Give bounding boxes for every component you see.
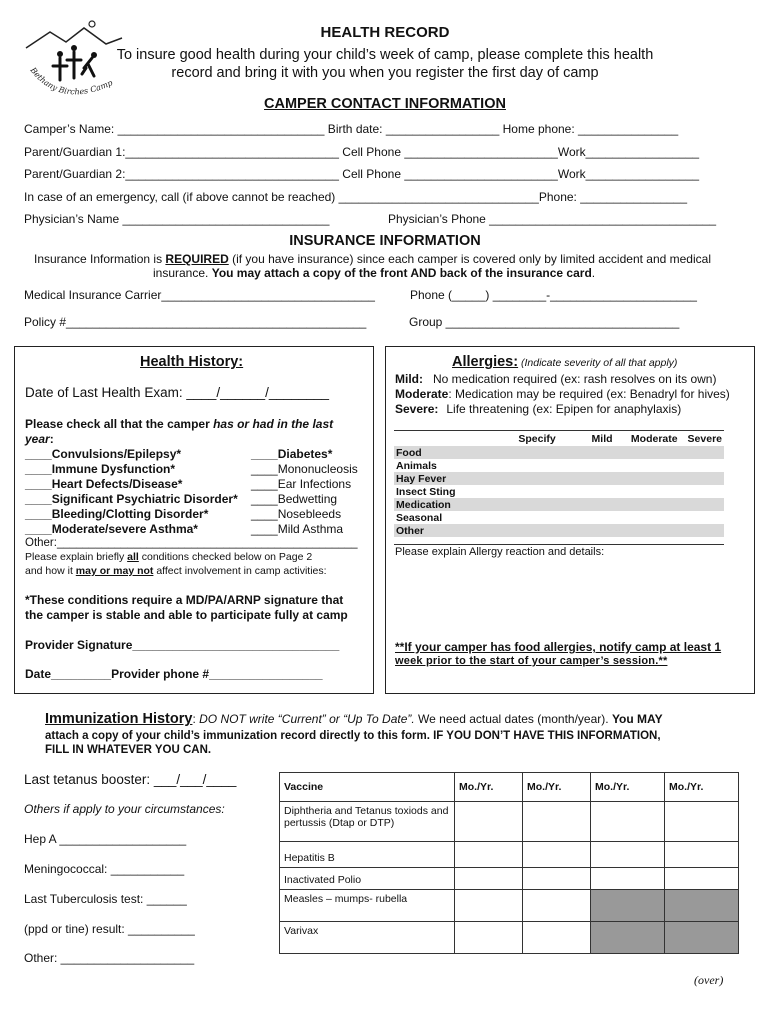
insurance-required-line: Insurance Information is REQUIRED (if you have insurance) since each camper is covered only by limited accident and medical xyxy=(34,252,711,266)
condition-item[interactable]: ____Bleeding/Clotting Disorder* xyxy=(25,507,209,521)
health-history-heading: Health History: xyxy=(140,354,244,370)
allergy-table-bottom-rule xyxy=(394,544,724,545)
condition-item[interactable]: ____Moderate/severe Asthma* xyxy=(25,522,198,536)
other-condition-field[interactable]: Other:_______________________________________________ xyxy=(25,537,358,549)
table-row[interactable]: Insect Sting xyxy=(396,485,456,498)
provider-signature-field[interactable]: Provider Signature_______________________________ xyxy=(25,638,340,652)
logo-arc-text: Bethany Birches Camp xyxy=(28,65,114,97)
insurance-attach-line: insurance. You may attach a copy of the front AND back of the insurance card. xyxy=(153,266,596,280)
other-immunization-field[interactable]: Other: ____________________ xyxy=(24,951,195,965)
intro-line-1: To insure good health during your child’s week of camp, please complete this health xyxy=(116,47,654,63)
date-column-header: Mo./Yr. xyxy=(591,773,665,802)
explain-line-1: Please explain briefly all conditions checked below on Page 2 xyxy=(25,551,313,563)
table-row[interactable]: Medication xyxy=(394,498,724,511)
intro-line-2: record and bring it with you when you register the first day of camp xyxy=(171,65,599,81)
physician-phone-field[interactable]: Physician’s Phone __________________________________ xyxy=(388,212,717,226)
insurance-heading: INSURANCE INFORMATION xyxy=(289,233,481,249)
meningococcal-field[interactable]: Meningococcal: ___________ xyxy=(24,862,185,876)
emergency-row[interactable]: In case of an emergency, call (if above cannot be reached) ______________________________Phone: ________________ xyxy=(24,190,687,204)
condition-list-left[interactable] xyxy=(25,447,238,537)
policy-field[interactable]: Policy #_____________________________________________ xyxy=(24,315,367,329)
allergy-explain-label: Please explain Allergy reaction and details: xyxy=(395,546,605,558)
physician-name-field[interactable]: Physician’s Name _______________________________ xyxy=(24,212,330,226)
column-header: Moderate xyxy=(630,433,678,445)
check-instructions-2: year: xyxy=(25,432,54,446)
table-row[interactable] xyxy=(280,922,739,954)
vaccine-name: Diphtheria and Tetanus toxiods and pertussis (Dtap or DTP) xyxy=(280,802,455,842)
table-row[interactable]: Animals xyxy=(396,459,437,472)
camper-name-row[interactable]: Camper’s Name: _______________________________ Birth date: _________________ Home phone: _______________ xyxy=(24,122,679,136)
date-column-header: Mo./Yr. xyxy=(665,773,739,802)
page-title: HEALTH RECORD xyxy=(320,24,450,41)
condition-item[interactable]: ____Bedwetting xyxy=(251,492,338,506)
allergies-heading: Allergies: (Indicate severity of all that apply) xyxy=(452,354,678,370)
explain-line-2: and how it may or may not affect involvement in camp activities: xyxy=(25,565,327,577)
vaccine-name: Inactivated Polio xyxy=(280,868,455,890)
food-allergy-note-1: **If your camper has food allergies, notify camp at least 1 xyxy=(395,640,722,654)
date-column-header: Mo./Yr. xyxy=(455,773,523,802)
immunization-attach-line: attach a copy of your child’s immunization record directly to this form. IF YOU DON’T HAVE THIS INFORMATION, xyxy=(45,730,661,742)
parent2-row[interactable]: Parent/Guardian 2:________________________________ Cell Phone _______________________Work_________________ xyxy=(24,167,700,181)
allergy-severe-def: Severe: Life threatening (ex: Epipen for anaphylaxis) xyxy=(395,402,682,416)
table-row[interactable] xyxy=(280,868,739,890)
allergy-table xyxy=(394,432,724,537)
condition-item[interactable]: ____Diabetes* xyxy=(251,447,333,461)
column-header: Specify xyxy=(518,433,556,445)
table-row[interactable]: Hay Fever xyxy=(394,472,724,485)
food-allergy-note-2: week prior to the start of your camper’s session.** xyxy=(395,655,668,667)
insurance-carrier-field[interactable]: Medical Insurance Carrier________________________________ xyxy=(24,288,375,302)
md-requirement-line-2: the camper is stable and able to participate fully at camp xyxy=(25,608,348,622)
contact-heading: CAMPER CONTACT INFORMATION xyxy=(264,96,506,112)
condition-item[interactable]: ____Ear Infections xyxy=(251,477,352,491)
others-label: Others if apply to your circumstances: xyxy=(24,802,225,816)
md-requirement-line-1: *These conditions require a MD/PA/ARNP signature that xyxy=(25,593,344,607)
date-column-header: Mo./Yr. xyxy=(523,773,591,802)
table-row[interactable] xyxy=(280,842,739,868)
allergy-table-top-rule xyxy=(394,430,724,431)
tuberculosis-field[interactable]: Last Tuberculosis test: ______ xyxy=(24,892,187,906)
provider-date-phone-field[interactable]: Date_________Provider phone #_________________ xyxy=(25,667,323,681)
hep-a-field[interactable]: Hep A ___________________ xyxy=(24,832,187,846)
condition-item[interactable]: ____Heart Defects/Disease* xyxy=(25,477,183,491)
vaccine-column-header: Vaccine xyxy=(280,773,455,802)
vaccine-table xyxy=(279,772,739,954)
table-row[interactable]: Other xyxy=(394,524,724,537)
ppd-result-field[interactable]: (ppd or tine) result: __________ xyxy=(24,922,195,936)
column-header: Severe xyxy=(687,433,722,445)
condition-item[interactable]: ____Nosebleeds xyxy=(251,507,342,521)
table-row[interactable]: Seasonal xyxy=(396,511,443,524)
insurance-phone-field[interactable]: Phone (_____) ________-______________________ xyxy=(410,288,697,302)
condition-item[interactable]: ____Significant Psychiatric Disorder* xyxy=(25,492,238,506)
condition-item[interactable]: ____Mild Asthma xyxy=(251,522,344,536)
immunization-heading-line: Immunization History: DO NOT write “Current” or “Up To Date”. We need actual dates (month/year). You MAY xyxy=(45,711,663,727)
column-header: Mild xyxy=(591,433,613,445)
table-row[interactable] xyxy=(280,890,739,922)
table-row[interactable] xyxy=(280,802,739,842)
vaccine-name: Hepatitis B xyxy=(280,842,455,868)
vaccine-name: Varivax xyxy=(280,922,455,954)
tetanus-field[interactable]: Last tetanus booster: ___/___/____ xyxy=(24,772,237,787)
table-row[interactable]: Food xyxy=(394,446,724,459)
parent1-row[interactable]: Parent/Guardian 1:________________________________ Cell Phone _______________________Work_________________ xyxy=(24,145,700,159)
condition-item[interactable]: ____Mononucleosis xyxy=(251,462,358,476)
vaccine-name: Measles – mumps- rubella xyxy=(280,890,455,922)
condition-item[interactable]: ____Convulsions/Epilepsy* xyxy=(25,447,182,461)
immunization-fill-line: FILL IN WHATEVER YOU CAN. xyxy=(45,744,212,756)
allergy-mild-def: Mild: No medication required (ex: rash resolves on its own) xyxy=(395,372,717,386)
over-note: (over) xyxy=(694,973,724,987)
condition-list-right[interactable] xyxy=(251,447,358,537)
last-exam-field[interactable]: Date of Last Health Exam: ____/______/________ xyxy=(25,385,329,400)
group-field[interactable]: Group ___________________________________ xyxy=(409,315,680,329)
allergy-moderate-def: Moderate: Medication may be required (ex: Benadryl for hives) xyxy=(395,387,730,401)
check-instructions: Please check all that the camper has or had in the last xyxy=(25,417,334,431)
condition-item[interactable]: ____Immune Dysfunction* xyxy=(25,462,176,476)
